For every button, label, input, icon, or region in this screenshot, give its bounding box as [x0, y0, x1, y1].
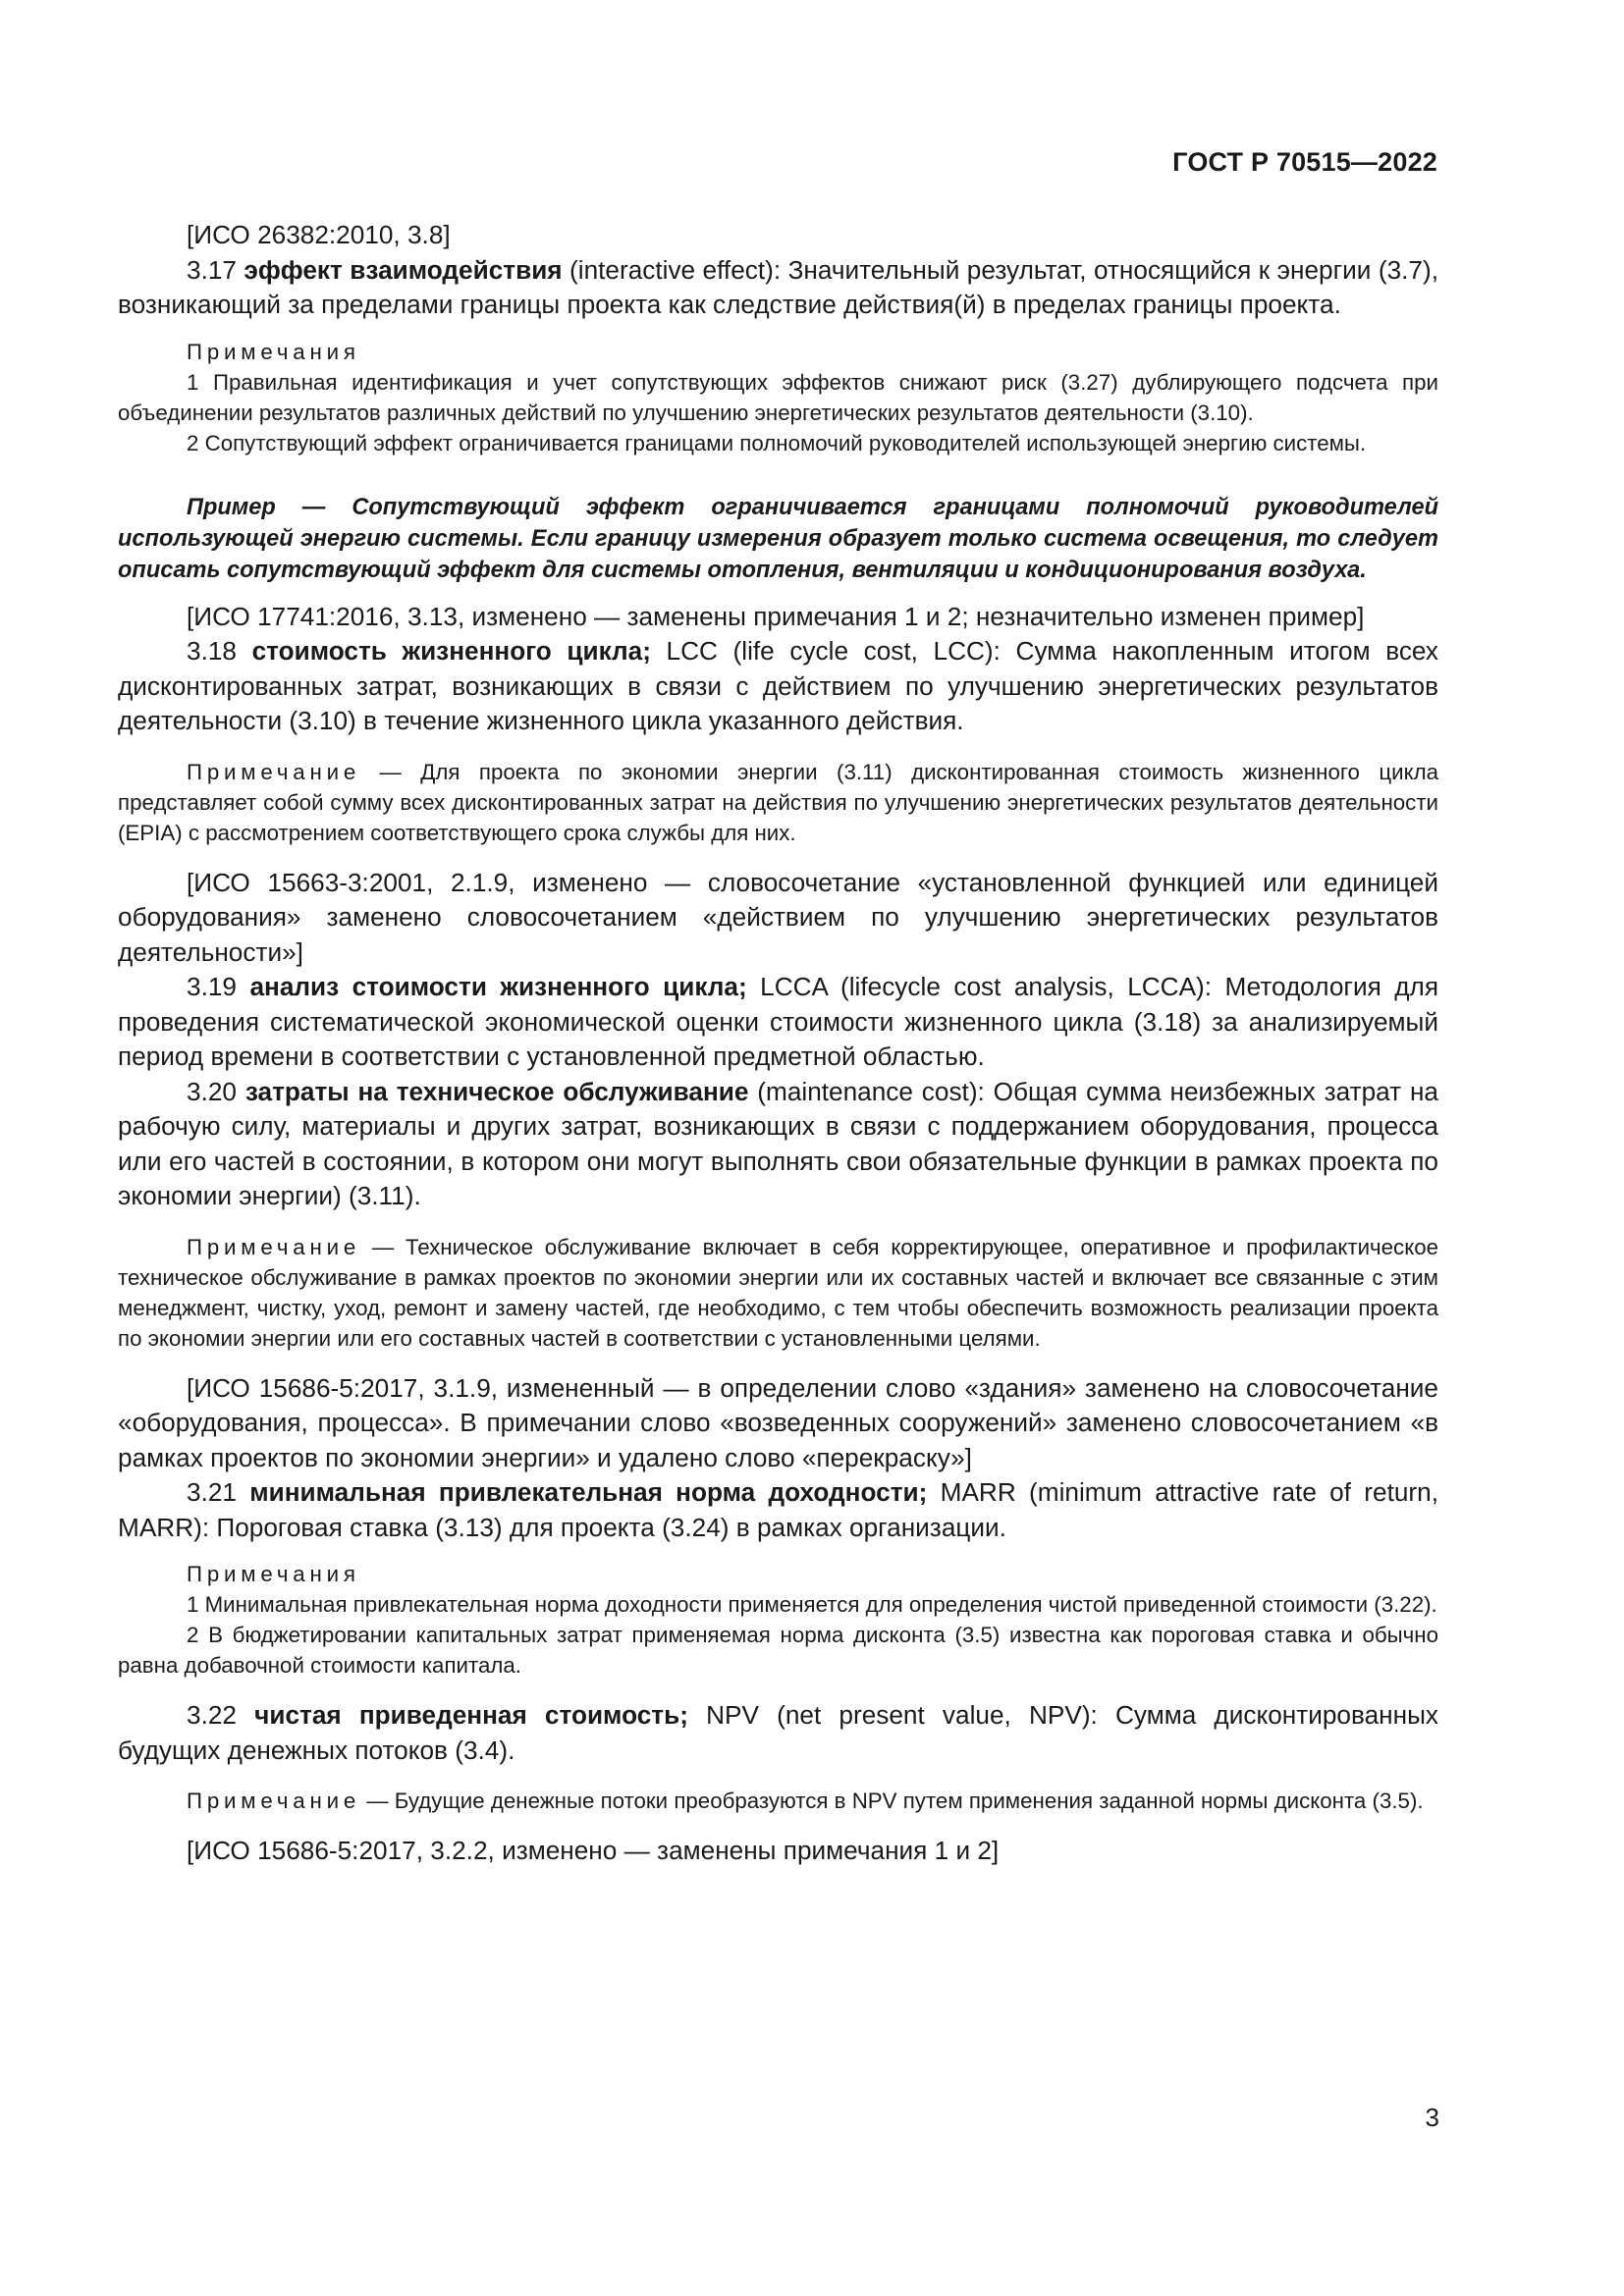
- term-name: чистая приведенная стоимость;: [254, 1700, 688, 1730]
- term-3-21: [118, 1475, 1438, 1545]
- term-3-17: [118, 253, 1438, 323]
- note-label: Примечание: [187, 759, 361, 784]
- source-reference: [ИСО 15686-5:2017, 3.2.2, изменено — заменены примечания 1 и 2]: [187, 1836, 1000, 1865]
- document-header: ГОСТ Р 70515—2022: [1172, 147, 1437, 177]
- source-reference: [ИСО 15686-5:2017, 3.1.9, измененный — в определении слово «здания» заменено на словосочетание «оборудования, процесса». В примечании слово «возведенных сооружений» заменено словосочетанием «в рамках проектов по экономии энергии» и удалено слово «перекраску»]: [118, 1372, 1438, 1472]
- term-name: эффект взаимодействия: [244, 254, 563, 285]
- note-item: 1 Минимальная привлекательная норма доходности применяется для определения чистой приведенной стоимости (3.22).: [187, 1592, 1437, 1617]
- note-item: 1 Правильная идентификация и учет сопутствующих эффектов снижают риск (3.27) дублирующего подсчета при объединении результатов различных действий по улучшению энергетических результатов деятельности (3.10).: [118, 369, 1438, 425]
- term-name: затраты на техническое обслуживание: [244, 1076, 749, 1106]
- note-paragraph: Примечание — Будущие денежные потоки преобразуются в NPV путем применения заданной нормы дисконта (3.5).: [187, 1789, 1424, 1813]
- term-definition: LCC (life cycle cost, LCC): Сумма накопленным итогом всех дисконтированных затрат, возникающих в связи с действием по улучшению энергетических результатов деятельности (3.10) в течение жизненного цикла указанного действия.: [118, 636, 1438, 735]
- term-3-18: [118, 634, 1438, 739]
- term-number: 3.19: [187, 972, 237, 1001]
- note-paragraph: Примечание — Для проекта по экономии энергии (3.11) дисконтированная стоимость жизненного цикла представляет собой сумму всех дисконтированных затрат на действия по улучшению энергетических результатов деятельности (EPIA) с рассмотрением соответствующего срока службы для них.: [118, 759, 1438, 845]
- term-name: минимальная привлекательная норма доходности;: [249, 1477, 928, 1507]
- term-name: анализ стоимости жизненного цикла;: [249, 972, 747, 1001]
- notes-heading: Примечания: [187, 1562, 360, 1586]
- term-definition: NPV (net present value, NPV): Сумма дисконтированных будущих денежных потоков (3.4).: [118, 1700, 1438, 1765]
- term-3-22: [118, 1698, 1438, 1768]
- source-reference: [ИСО 17741:2016, 3.13, изменено — заменены примечания 1 и 2; незначительно изменен пример]: [187, 601, 1365, 631]
- term-definition: (interactive effect): Значительный результат, относящийся к энергии (3.7), возникающий за пределами границы проекта как следствие действия(й) в пределах границы проекта.: [118, 254, 1438, 319]
- source-reference: [ИСО 15663-3:2001, 2.1.9, изменено — словосочетание «установленной функцией или единицей оборудования» заменено словосочетанием «действием по улучшению энергетических результатов деятельности»]: [118, 867, 1438, 967]
- example-paragraph: Пример — Сопутствующий эффект ограничивается границами полномочий руководителей использующей энергию системы. Если границу измерения образует только система освещения, то следует описать сопутствующий эффект для системы отопления, вентиляции и кондиционирования воздуха.: [118, 494, 1438, 583]
- page-number: 3: [1425, 2103, 1439, 2132]
- term-number: 3.21: [187, 1477, 237, 1507]
- term-number: 3.18: [187, 636, 237, 666]
- note-label: Примечание: [187, 1789, 361, 1813]
- note-label: Примечание: [187, 1234, 361, 1259]
- note-item: 2 Сопутствующий эффект ограничивается границами полномочий руководителей использующей энергию системы.: [187, 430, 1367, 455]
- note-item: 2 В бюджетировании капитальных затрат применяемая норма дисконта (3.5) известна как пороговая ставка и обычно равна добавочной стоимости капитала.: [118, 1623, 1438, 1678]
- note-paragraph: Примечание — Техническое обслуживание включает в себя корректирующее, оперативное и профилактическое техническое обслуживание в рамках проектов по экономии энергии или их составных частей и включает все связанные с этим менеджмент, чистку, уход, ремонт и замену частей, где необходимо, с тем чтобы обеспечить возможность реализации проекта по экономии энергии или его составных частей в соответствии с установленными целями.: [118, 1234, 1438, 1351]
- term-name: стоимость жизненного цикла;: [251, 636, 651, 666]
- term-definition: (maintenance cost): Общая сумма неизбежных затрат на рабочую силу, материалы и других затрат, возникающих в связи с поддержанием оборудования, процесса или его частей в состоянии, в котором они могут выполнять свои обязательные функции в рамках проекта по экономии энергии) (3.11).: [118, 1076, 1438, 1210]
- term-number: 3.22: [187, 1700, 237, 1730]
- document-body: [118, 218, 1438, 1869]
- term-3-20: [118, 1075, 1438, 1214]
- term-number: 3.17: [187, 254, 237, 285]
- term-definition: LCCA (lifecycle cost analysis, LCCA): Методология для проведения систематической экономической оценки стоимости жизненного цикла (3.18) за анализируемый период времени в соответствии с установленной предметной областью.: [118, 972, 1438, 1071]
- term-3-19: [118, 970, 1438, 1075]
- notes-heading: Примечания: [187, 339, 360, 364]
- source-reference: [ИСО 26382:2010, 3.8]: [187, 220, 451, 249]
- term-definition: MARR (minimum attractive rate of return, MARR): Пороговая ставка (3.13) для проекта (3.24) в рамках организации.: [118, 1477, 1438, 1542]
- term-number: 3.20: [187, 1076, 237, 1106]
